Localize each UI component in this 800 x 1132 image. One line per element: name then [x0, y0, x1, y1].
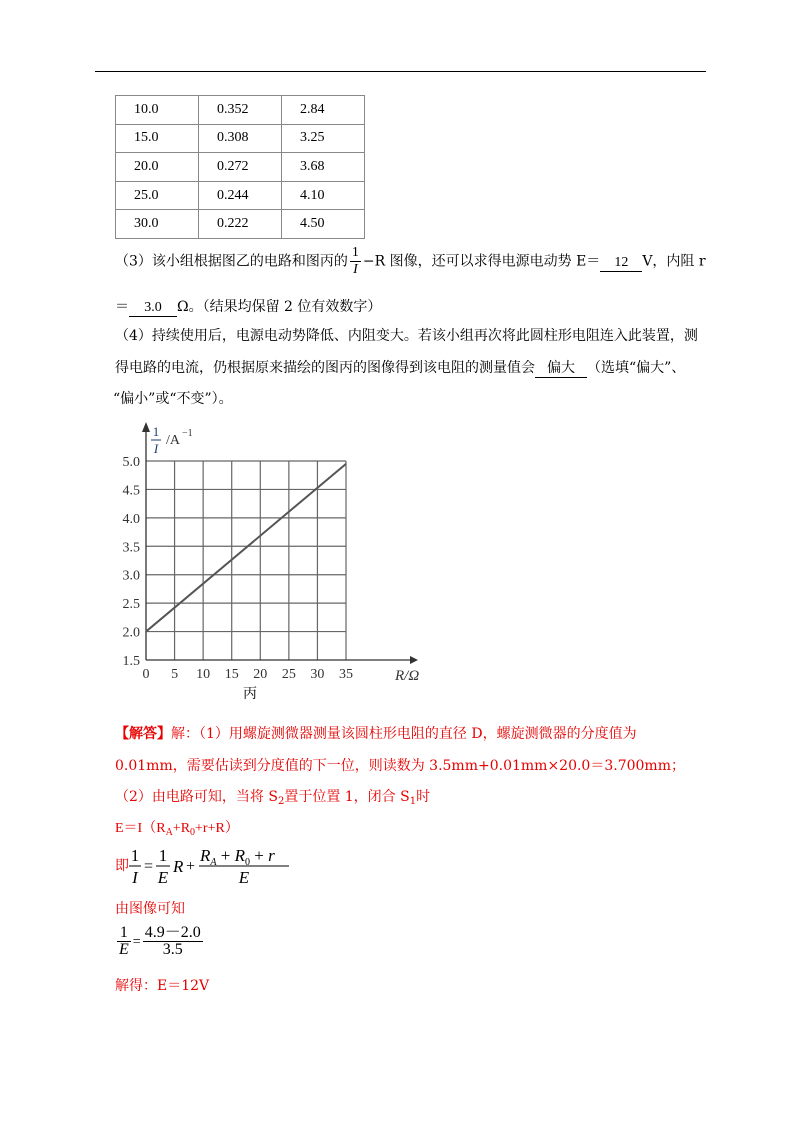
- f-1b: 1: [158, 846, 168, 865]
- x-tick-label: 5: [171, 667, 179, 682]
- table-cell: 0.222: [199, 210, 282, 239]
- x-tick-label: 35: [339, 667, 353, 682]
- q4-line1: （4）持续使用后，电源电动势降低、内阻变大。若该小组再次将此圆柱形电阻连入此装置，测: [115, 328, 698, 344]
- table-cell: 4.10: [282, 181, 365, 210]
- r-answer: 3.0: [129, 300, 177, 317]
- solution-line1: 【解答】解：（1）用螺旋测微器测量该圆柱形电阻的直径 D，螺旋测微器的分度值为: [115, 726, 637, 742]
- x-axis-label: R/Ω: [395, 668, 420, 684]
- frac-1-over-E: $\frac{1}{E}$: [119, 924, 129, 958]
- y-tick-label: 1.5: [122, 654, 140, 669]
- f-E2: E: [238, 868, 250, 887]
- data-table: [115, 95, 365, 239]
- x-tick-label: 20: [253, 667, 268, 682]
- y-tick-label: 4.0: [122, 511, 140, 527]
- table-cell: 3.68: [282, 153, 365, 182]
- table-cell: 15.0: [116, 124, 199, 153]
- q3-line1: （3）该小组根据图乙的电路和图丙的 $\frac{1}{I}$ −R 图像，还可以求得电源电动势 E＝ 12 V，内阻 r: [115, 245, 706, 277]
- y-tick-label: 2.5: [122, 597, 140, 613]
- solution-line3: （2）由电路可知，当将 $S_2$置于位置 1，闭合 $S_1$时: [115, 789, 431, 807]
- chart-caption: 丙: [243, 686, 257, 702]
- y-label-sup: −1: [182, 428, 193, 439]
- table-cell: 20.0: [116, 153, 199, 182]
- y-tick-label: 4.5: [122, 483, 140, 499]
- table-cell: 3.25: [282, 124, 365, 153]
- q4-answer: 偏大: [535, 357, 587, 378]
- f-plus: +: [186, 858, 196, 875]
- q4-line2: 得电路的电流，仍根据原来描绘的图丙的图像得到该电阻的测量值会 偏大 （选填“偏大”、: [115, 357, 685, 378]
- x-tick-label: 30: [310, 667, 325, 682]
- fraction-1-over-I: $\frac{1}{I}$: [351, 245, 359, 277]
- y-label-den: I: [153, 441, 159, 456]
- solution-line6: 由图像可知: [115, 901, 185, 917]
- formula-svg: [129, 843, 299, 889]
- table-cell: 2.84: [282, 96, 365, 125]
- x-tick-label: 0: [142, 667, 150, 682]
- x-axis-arrow: [410, 656, 418, 664]
- table-cell: 10.0: [116, 96, 199, 125]
- frac-slope: $\frac{4.9-2.0}{3.5}$: [144, 924, 201, 958]
- y-label-unit: /A: [166, 433, 180, 448]
- f-E: E: [157, 868, 169, 887]
- table-row: [116, 210, 365, 239]
- table-row: [116, 96, 365, 125]
- f-1: 1: [130, 846, 140, 865]
- f-numer: $R_A + R_0 + r$: [200, 846, 275, 868]
- y-tick-label: 3.0: [122, 568, 140, 584]
- table-row: [116, 153, 365, 182]
- table-row: [116, 181, 365, 210]
- q3-line2: ＝ 3.0 Ω。（结果均保留 2 位有效数字）: [115, 299, 382, 315]
- q4-line3: “偏小”或“不变”）。: [113, 391, 233, 407]
- table-cell: 4.50: [282, 210, 365, 239]
- y-label-num: 1: [152, 424, 160, 439]
- x-tick-label: 25: [281, 667, 296, 682]
- table-cell: 25.0: [116, 181, 199, 210]
- header-rule: [95, 71, 706, 72]
- table-cell: 0.244: [199, 181, 282, 210]
- f-I: I: [132, 868, 138, 887]
- y-axis-arrow: [142, 422, 150, 432]
- graph-bing: [110, 420, 440, 710]
- e-answer: 12: [600, 255, 642, 272]
- table-cell: 0.308: [199, 124, 282, 153]
- solution-fraction: $\frac{1}{E}$ = $\frac{4.9-2.0}{3.5}$: [119, 924, 201, 958]
- solution-line4: $E=I(R_A+R_0+r+R)$: [115, 821, 239, 838]
- solution-line2: 0.01mm，需要估读到分度值的下一位，则读数为 3.5mm+0.01mm×20.0＝3.700mm；: [115, 758, 685, 774]
- y-tick-label: 3.5: [122, 540, 140, 556]
- f-R: R: [173, 857, 184, 876]
- table-cell: 30.0: [116, 210, 199, 239]
- x-tick-label: 15: [224, 667, 239, 682]
- x-tick-label: 10: [196, 667, 211, 682]
- solution-formula: 即 1 I = 1 E R + $R_A + R_0 + r$ E: [115, 843, 299, 889]
- table-cell: 0.352: [199, 96, 282, 125]
- solution-line8: 解得：E＝12V: [115, 978, 210, 994]
- table-row: [116, 124, 365, 153]
- f-eq: =: [144, 858, 154, 875]
- y-tick-label: 5.0: [122, 455, 140, 470]
- y-tick-label: 2.0: [122, 625, 140, 641]
- table-cell: 0.272: [199, 153, 282, 182]
